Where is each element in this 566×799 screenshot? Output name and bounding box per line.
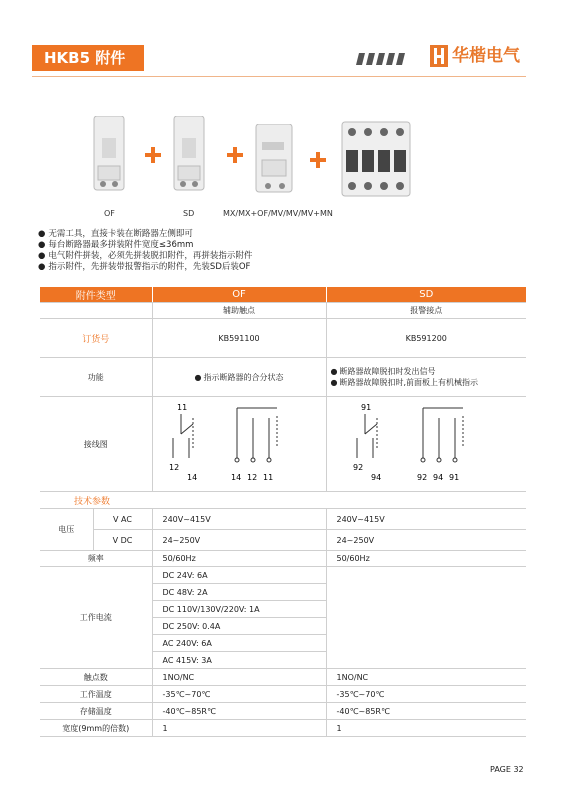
voltage-label: 电压 xyxy=(40,509,93,551)
page-title: HKB5 附件 xyxy=(44,49,126,67)
sd-terminal-top: 91 xyxy=(360,403,371,412)
product-label-of: OF xyxy=(104,209,115,218)
of-terminal-top: 11 xyxy=(176,403,187,412)
sd-terminal-left1: 92 xyxy=(352,463,363,472)
spec-table xyxy=(40,287,526,737)
contacts-sd: 1NO/NC xyxy=(326,669,526,686)
product-label-sd: SD xyxy=(183,209,195,218)
function-of: ● 指示断路器的合分状态 xyxy=(195,373,284,382)
plus-icon xyxy=(145,147,161,163)
vac-label: V AC xyxy=(93,509,152,530)
table-row xyxy=(40,703,526,720)
page-number: PAGE 32 xyxy=(490,765,524,774)
vdc-of: 24~250V xyxy=(152,530,326,551)
plus-icon xyxy=(310,152,326,168)
of-module-image xyxy=(92,116,128,192)
table-row xyxy=(40,319,526,358)
header-of: OF xyxy=(152,287,326,303)
table-row xyxy=(40,530,526,551)
brand-logo-icon xyxy=(430,45,448,67)
decorative-stripes xyxy=(356,53,406,65)
freq-of: 50/60Hz xyxy=(152,551,326,567)
sd-terminal-left2: 94 xyxy=(370,473,381,482)
contacts-of: 1NO/NC xyxy=(152,669,326,686)
sd-module-image xyxy=(172,116,208,192)
table-row xyxy=(40,358,526,397)
wiring-label: 接线图 xyxy=(40,397,152,492)
notes-list xyxy=(38,229,252,273)
sd-subtitle: 报警接点 xyxy=(326,303,526,319)
tech-params-heading: 技术参数 xyxy=(40,492,526,509)
order-of: KB591100 xyxy=(152,319,326,358)
of-terminal-left2: 14 xyxy=(186,473,197,482)
of-terminal-bottom-3: 11 xyxy=(262,473,273,482)
table-row xyxy=(40,720,526,737)
table-row xyxy=(40,669,526,686)
function-sd-2: ● 断路器故障脱扣时,前面板上有机械指示 xyxy=(331,377,523,388)
function-label: 功能 xyxy=(40,358,152,397)
note-item: ● 电气附件拼装，必须先拼装脱扣附件，再拼装指示附件 xyxy=(38,251,252,262)
of-terminal-left1: 12 xyxy=(168,463,179,472)
width-label: 宽度(9mm的倍数) xyxy=(40,720,152,737)
table-row xyxy=(40,397,526,492)
of-terminal-bottom-2: 12 xyxy=(246,473,257,482)
table-row xyxy=(40,551,526,567)
mx-module-image xyxy=(254,124,296,194)
vdc-sd: 24~250V xyxy=(326,530,526,551)
current-value: AC 415V: 3A xyxy=(152,652,326,669)
note-item: ● 无需工具，直接卡装在断路器左侧即可 xyxy=(38,229,252,240)
sttemp-sd: -40℃~85R℃ xyxy=(326,703,526,720)
optemp-label: 工作温度 xyxy=(40,686,152,703)
current-value: DC 250V: 0.4A xyxy=(152,618,326,635)
current-value: DC 24V: 6A xyxy=(152,567,326,584)
table-row xyxy=(40,303,526,319)
breaker-image xyxy=(340,120,412,198)
of-terminal-bottom-1: 14 xyxy=(230,473,241,482)
current-label: 工作电流 xyxy=(40,567,152,669)
wiring-diagram-of xyxy=(152,397,326,492)
table-row xyxy=(40,686,526,703)
sttemp-of: -40℃~85R℃ xyxy=(152,703,326,720)
header-sd: SD xyxy=(326,287,526,303)
width-of: 1 xyxy=(152,720,326,737)
current-value: DC 110V/130V/220V: 1A xyxy=(152,601,326,618)
function-sd-1: ● 断路器故障脱扣时发出信号 xyxy=(331,366,523,377)
optemp-sd: -35℃~70℃ xyxy=(326,686,526,703)
table-row xyxy=(40,509,526,530)
sd-terminal-bottom-3: 91 xyxy=(448,473,459,482)
product-label-mx: MX/MX+OF/MV/MV/MV+MN xyxy=(223,209,333,218)
table-header-row xyxy=(40,287,526,303)
order-sd: KB591200 xyxy=(326,319,526,358)
vac-of: 240V~415V xyxy=(152,509,326,530)
tech-params-row xyxy=(40,492,526,509)
order-label: 订货号 xyxy=(40,319,152,358)
header-type: 附件类型 xyxy=(40,287,152,303)
note-item: ● 指示附件，先拼装带报警指示的附件，先装SD后装OF xyxy=(38,262,252,273)
current-value: DC 48V: 2A xyxy=(152,584,326,601)
sd-terminal-bottom-2: 94 xyxy=(432,473,443,482)
optemp-of: -35℃~70℃ xyxy=(152,686,326,703)
vac-sd: 240V~415V xyxy=(326,509,526,530)
plus-icon xyxy=(227,147,243,163)
sttemp-label: 存储温度 xyxy=(40,703,152,720)
note-item: ● 每台断路器最多拼装附件宽度≤36mm xyxy=(38,240,252,251)
wiring-diagram-sd xyxy=(326,397,526,492)
table-row xyxy=(40,567,526,584)
freq-label: 频率 xyxy=(40,551,152,567)
current-value: AC 240V: 6A xyxy=(152,635,326,652)
vdc-label: V DC xyxy=(93,530,152,551)
width-sd: 1 xyxy=(326,720,526,737)
freq-sd: 50/60Hz xyxy=(326,551,526,567)
brand-name: 华楷电气 xyxy=(452,46,520,66)
header-divider xyxy=(32,76,526,77)
of-subtitle: 辅助触点 xyxy=(152,303,326,319)
contacts-label: 触点数 xyxy=(40,669,152,686)
sd-terminal-bottom-1: 92 xyxy=(416,473,427,482)
